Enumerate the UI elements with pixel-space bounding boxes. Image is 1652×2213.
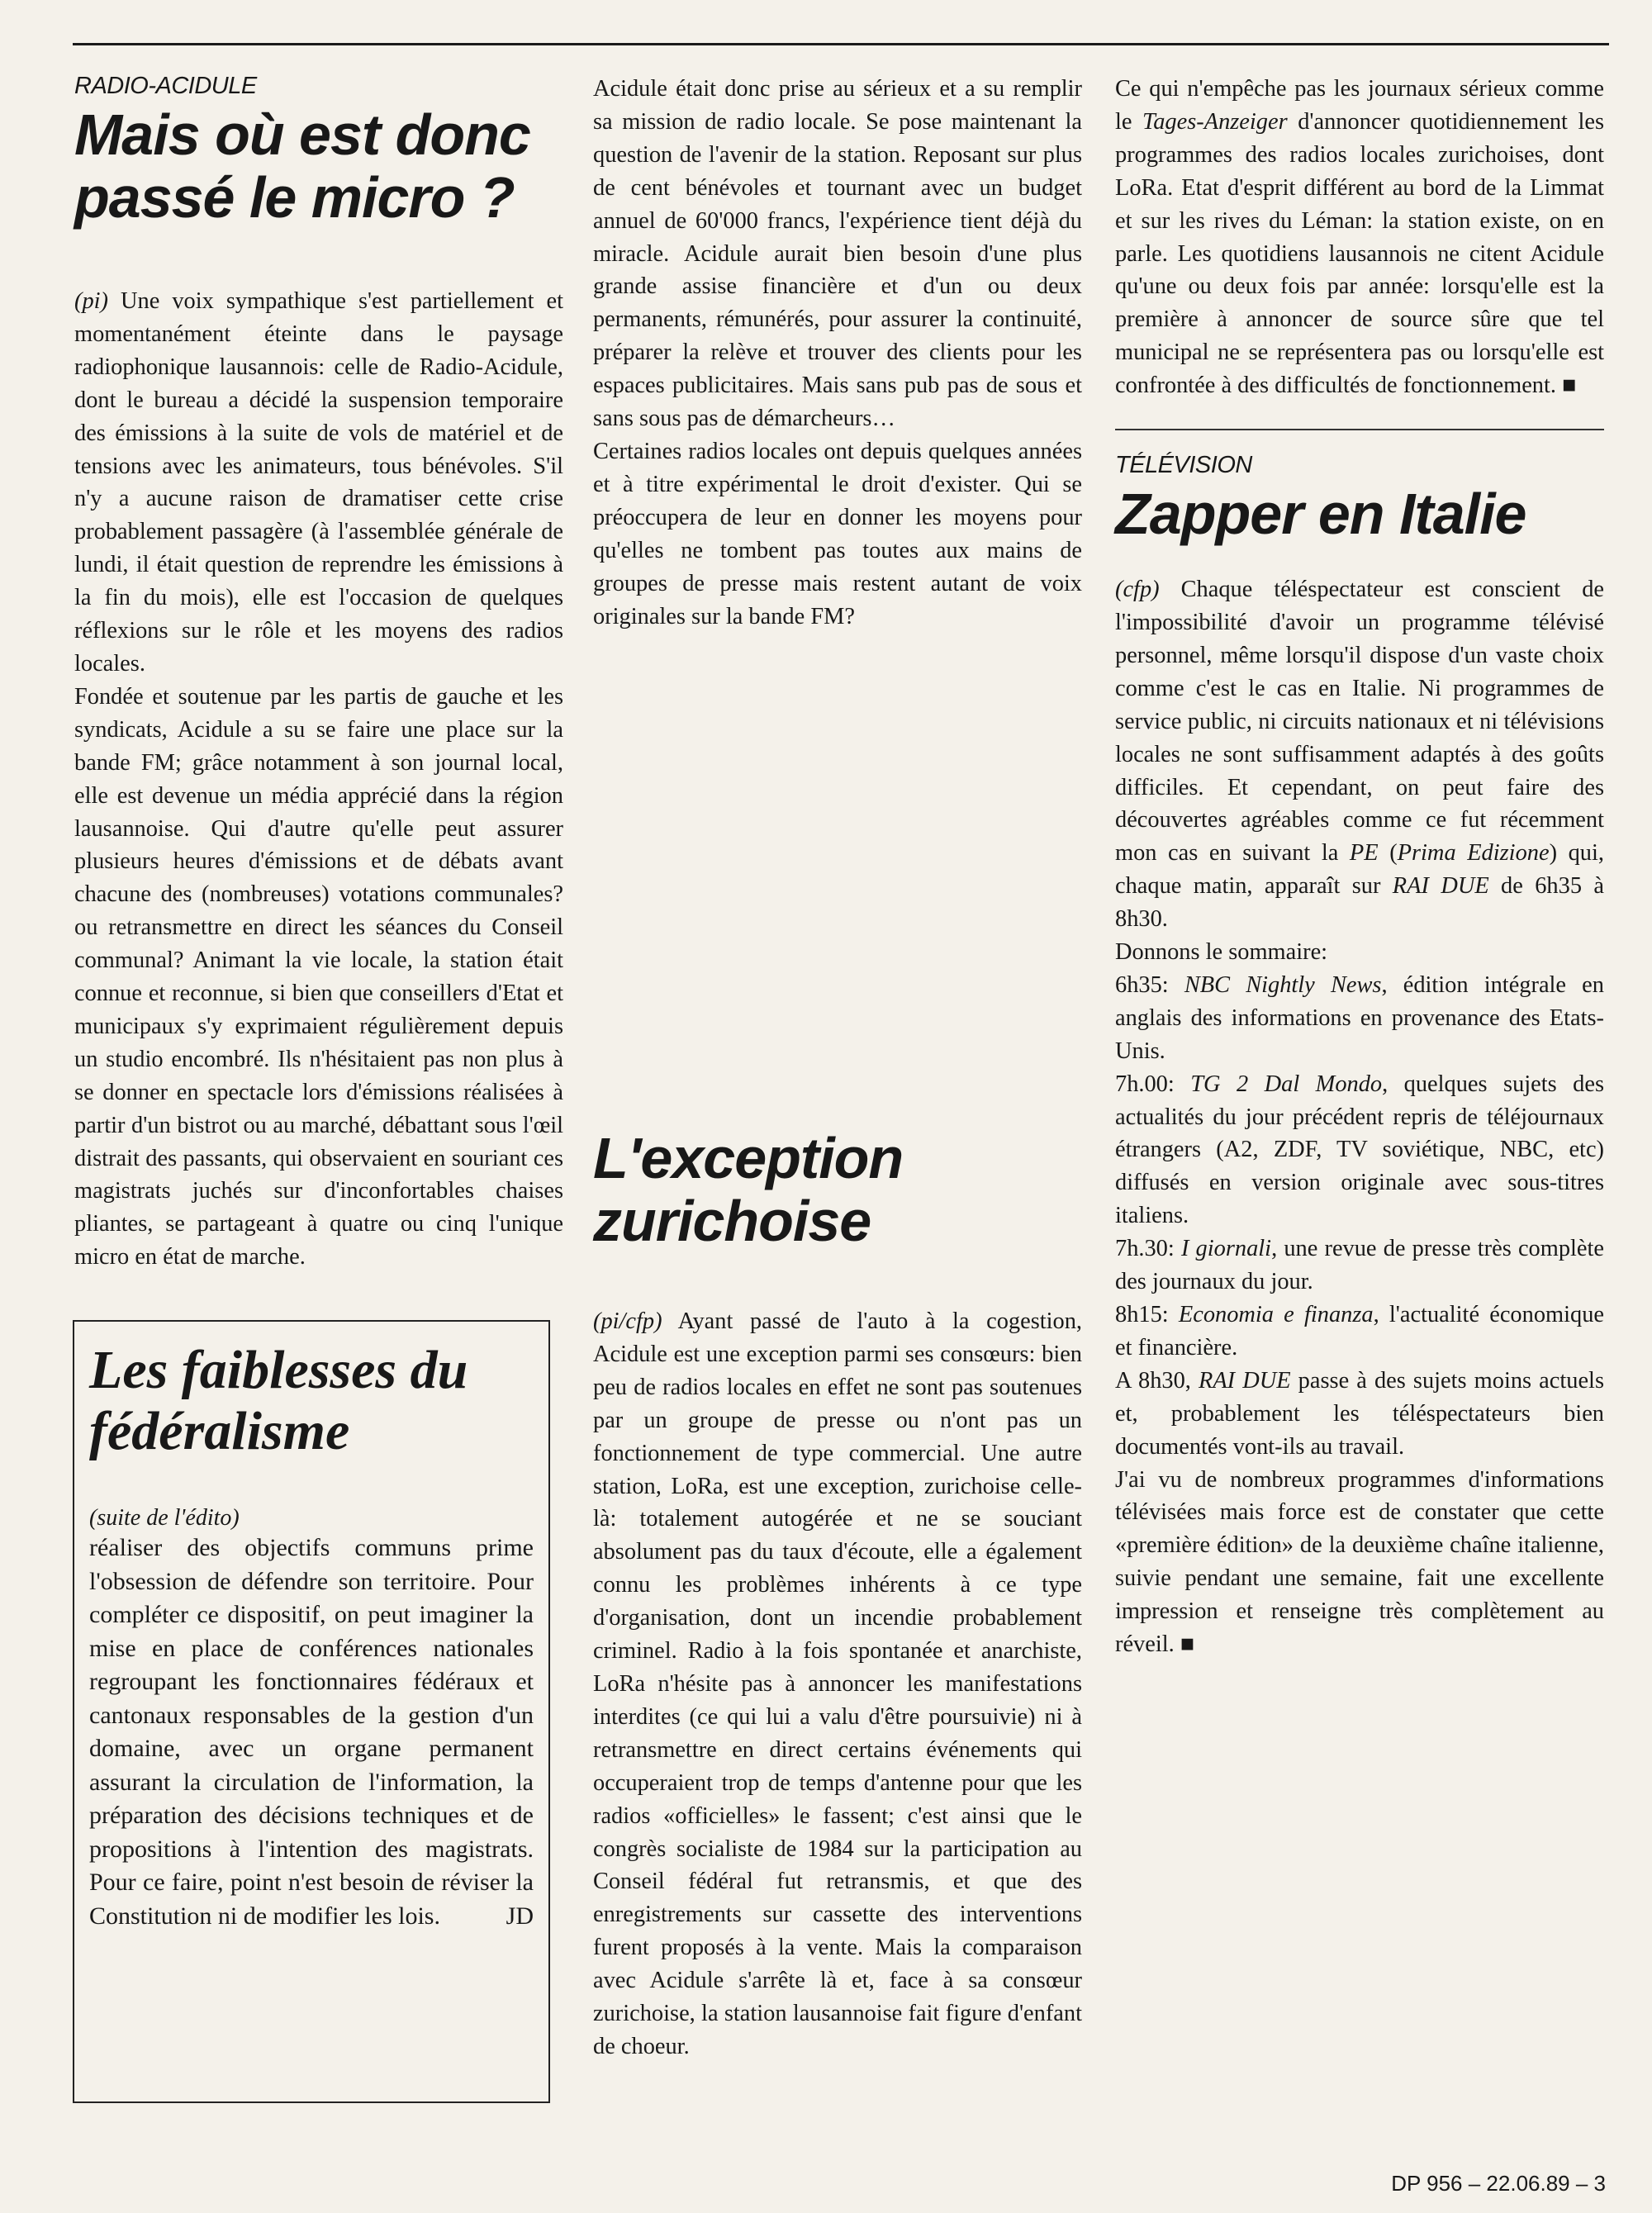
- newspaper-name: Tages-Anzeiger: [1142, 108, 1288, 135]
- schedule-item: 7h.00: TG 2 Dal Mondo, quelques sujets des actualités du jour précédent repris de téléjournaux étrangers (A2, ZDF, TV soviétique, NBC, etc) diffusés en version originale avec sous-titres italiens.: [1115, 1071, 1604, 1229]
- article1-continued: [593, 73, 1082, 1097]
- column-3: [1115, 73, 1604, 1661]
- column-1: [74, 73, 563, 1475]
- article1-para2-start: Fondée et soutenue par les partis de gauche et les syndicats, Acidule a su se faire une place sur la bande FM; grâce notamment à son journal local, elle est devenue un média apprécié dans la région lausannoise. Qui d'autre qu'elle peut assurer plusieurs heures d'émissions et de débats avant chacune des (nombreuses) votations communales? ou retransmettre en direct les séances du Conseil communal? Animant la vie locale, la station était connue et reconnue, si bien que conseillers d'Etat et municipaux s'y exprimaient régulièrement depuis un studio encombré. Ils n'hésitaient pas non plus à se donner en spectacle lors d'émissions réalisées à partir d'un bistrot ou au marché, débattant sous l'œil distrait des passants, qui observaient en souriant ces magistrats juchés sur d'inconfortables chaises pliantes, se partageant à quatre ou cinq l'unique micro en état de marche.: [74, 683, 563, 1270]
- article2-para1: (pi/cfp) Ayant passé de l'auto à la cogestion, Acidule est une exception parmi ses consœurs: bien peu de radios locales en effet ne sont pas soutenues par un groupe de presse ou n'ont pas un fonctionnement de type commercial. Une autre station, LoRa, est une exception, zurichoise celle-là: totalement autogérée et ne se souciant absolument pas du taux d'écoute, elle a également connu les problèmes inhérents à ce type d'organisation, dont un incendie probablement criminel. Radio à la fois spontanée et anarchiste, LoRa n'hésite pas à annoncer les manifestations interdites (ce qui lui a valu d'être poursuivie) ni à retransmettre en direct certains événements qui occuperaient trop de temps d'antenne pour que les radios «officielles» le fassent; c'est ainsi que le congrès socialiste de 1984 sur la participation au Conseil fédéral fut retransmis, et que des enregistrements sur cassette des interventions furent proposés à la vente. Mais la comparaison avec Acidule s'arrête là et, face à sa consœur zurichoise, la station lausannoise fait figure d'enfant de choeur.: [593, 1308, 1082, 2059]
- article1-para1: (pi) Une voix sympathique s'est partiellement et momentanément éteinte dans le paysage radiophonique lausannois: celle de Radio-Acidule, dont le bureau a décidé la suspension temporaire des émissions à la suite de vols de matériel et de tensions avec les animateurs, tous bénévoles. S'il n'y a aucune raison de dramatiser cette crise probablement passagère (à l'assemblée générale de lundi, il était question de reprendre les émissions à la fin du mois), elle est l'occasion de quelques réflexions sur le rôle et les moyens des radios locales.: [74, 288, 563, 677]
- schedule-item: 7h.30: I giornali, une revue de presse très complète des journaux du jour.: [1115, 1236, 1604, 1295]
- article1-para3: Acidule était donc prise au sérieux et a su remplir sa mission de radio locale. Se pose maintenant la question de l'avenir de la station. Reposant sur plus de cent bénévoles et tournant avec un budget annuel de 60'000 francs, l'expérience tient déjà du miracle. Acidule aurait bien besoin d'une plus grande assise financière et d'un ou deux permanents, rémunérés, pour assurer la continuité, préparer la relève et trouver des clients pour les espaces publicitaires. Mais sans pub pas de sous et sans sous pas de démarcheurs…: [593, 76, 1082, 432]
- box-title: Les faiblesses du fédéralisme: [89, 1340, 468, 1461]
- page-folio: DP 956 – 22.06.89 – 3: [1391, 2171, 1606, 2196]
- article2-para2: Ce qui n'empêche pas les journaux sérieux comme le Tages-Anzeiger d'annoncer quotidiennement les programmes des radios locales zurichoises, dont LoRa. Etat d'esprit différent au bord de la Limmat et sur les rives du Léman: la station existe, on en parle. Les quotidiens lausannois ne citent Acidule qu'une ou deux fois par année: lorsqu'elle est la première à annoncer de source sûre que tel municipal ne se représentera pas ou lorsqu'elle est confrontée à des difficultés de fonctionnement. ■: [1115, 76, 1604, 399]
- article3-headline: Zapper en Italie: [1115, 482, 1526, 547]
- article3-sommaire: Donnons le sommaire:: [1115, 939, 1328, 966]
- article1-body: [74, 285, 563, 1475]
- article1-byline: (pi): [74, 288, 108, 314]
- schedule-item: 8h15: Economia e finanza, l'actualité économique et financière.: [1115, 1302, 1604, 1361]
- article3-body: [1115, 573, 1604, 1661]
- article1-kicker: RADIO-ACIDULE: [74, 73, 257, 99]
- article3-para1: (cfp) Chaque téléspectateur est conscient de l'impossibilité d'avoir un programme télévisé personnel, même lorsqu'il dispose d'un vaste choix comme c'est le cas en Italie. Ni programmes de service public, ni circuits nationaux et ni télévisions locales ne sont suffisamment adaptés à des goûts difficiles. Et cependant, on peut faire des découvertes agréables comme ce fut récemment mon cas en suivant la PE (Prima Edizione) qui, chaque matin, apparaît sur RAI DUE de 6h35 à 8h30.: [1115, 577, 1604, 933]
- article3-byline: (cfp): [1115, 577, 1160, 603]
- article1-para4: Certaines radios locales ont depuis quelques années et à titre expérimental le droit d'exister. Qui se préoccupera de leur en donner les moyens pour qu'elles ne tombent pas toutes aux mains de groupes de presse mais restent autant de voix originales sur la bande FM?: [593, 438, 1082, 629]
- article2-byline: (pi/cfp): [593, 1308, 662, 1334]
- column-2: [593, 73, 1082, 2098]
- article3-para3: A 8h30, RAI DUE passe à des sujets moins actuels et, probablement les téléspectateurs bien documentés vont-ils au travail.: [1115, 1367, 1604, 1460]
- editorial-box: [73, 1320, 550, 2103]
- article3-kicker: TÉLÉVISION: [1115, 452, 1252, 479]
- box-suite: (suite de l'édito): [89, 1505, 240, 1531]
- article2-continued: [1115, 73, 1604, 402]
- section-divider: [1115, 429, 1604, 430]
- article2-headline: L'exception zurichoise: [593, 1126, 904, 1253]
- end-mark: ■: [1562, 373, 1577, 399]
- top-rule: [73, 43, 1609, 45]
- schedule-item: 6h35: NBC Nightly News, édition intégrale en anglais des informations en provenance des Etats-Unis.: [1115, 971, 1604, 1064]
- article1-headline: Mais où est donc passé le micro ?: [74, 102, 530, 230]
- end-mark: ■: [1180, 1631, 1194, 1658]
- box-body: réaliser des objectifs communs prime l'obsession de défendre son territoire. Pour compléter ce dispositif, on peut imaginer la mise en place de conférences nationales regroupant les fonctionnaires fédéraux et cantonaux responsables de la gestion d'un domaine, avec un organe permanent assurant la circulation de l'information, la préparation des décisions techniques et de propositions à l'intention des magistrats. Pour ce faire, point n'est besoin de réviser la Constitution ni de modifier les lois. JD: [89, 1532, 534, 1934]
- box-signature: JD: [506, 1902, 534, 1930]
- article2-body: [593, 1305, 1082, 2098]
- article3-para4: J'ai vu de nombreux programmes d'informations télévisées mais force est de constater que cette «première édition» de la deuxième chaîne italienne, suivie pendant une semaine, fait une excellente impression et renseigne très complètement au réveil. ■: [1115, 1466, 1604, 1658]
